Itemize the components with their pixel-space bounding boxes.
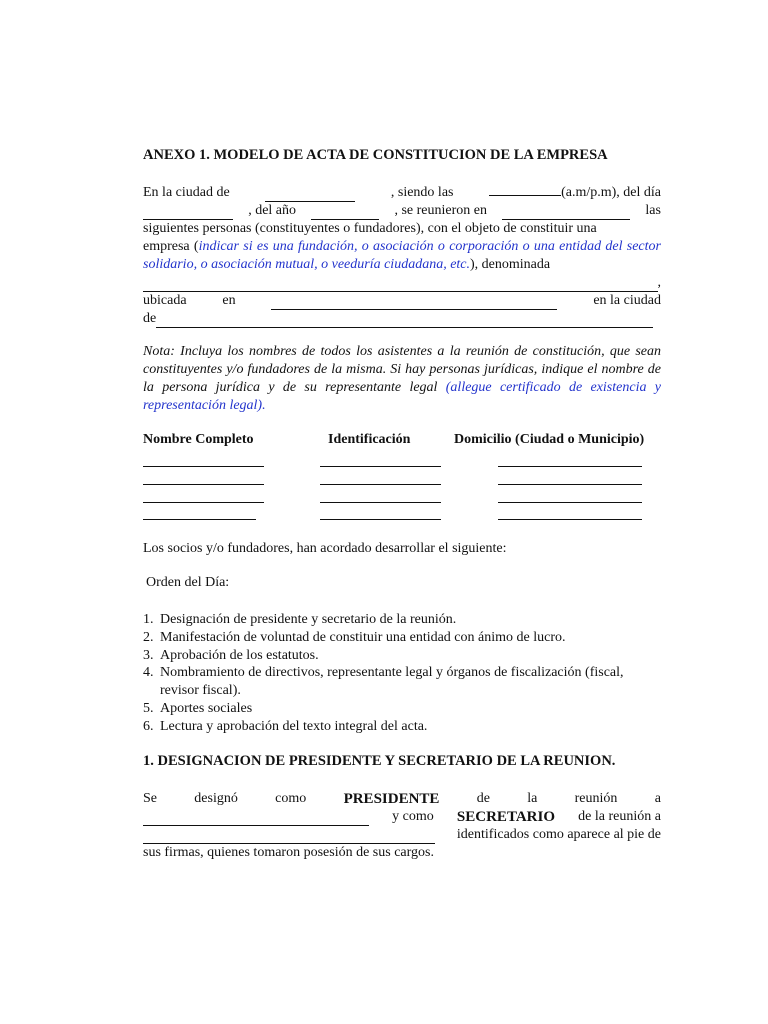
note-text: Nota: Incluya los nombres de todos los asistentes a la reunión de constitución, que sean constituyentes y/o fundadores de la misma. Si hay personas jurídicas, indique el nombre de la persona jurídica y de su representante legal (143, 344, 661, 395)
section-1-title: 1. DESIGNACION DE PRESIDENTE Y SECRETARIO DE LA REUNION. (143, 753, 616, 769)
note-paragraph (143, 343, 661, 415)
text-fragment: , del año (248, 203, 297, 218)
city2-blank[interactable] (156, 314, 653, 328)
paragraph-line (143, 310, 661, 328)
secretario-label: SECRETARIO (456, 809, 556, 825)
orden-item (143, 700, 661, 718)
text-fragment: , siendo las (390, 185, 454, 200)
text-fragment: en (222, 293, 236, 308)
orden-item-number: 6. (143, 718, 154, 734)
domicilio-blank[interactable] (498, 466, 642, 467)
presidente-label: PRESIDENTE (343, 791, 440, 807)
nombre-blank[interactable] (143, 484, 264, 485)
time-blank[interactable] (489, 182, 561, 196)
paragraph-line: empresa (indicar si es una fundación, o asociación o corporación o una entidad del sector solidario, o asociación mutual, o veeduría ciudadana, etc.), denominada (143, 239, 661, 272)
orden-list (143, 611, 661, 736)
city-blank[interactable] (265, 188, 355, 202)
paragraph-line (143, 202, 661, 220)
orden-item (143, 629, 661, 647)
text-fragment: , se reunieron en (394, 203, 487, 218)
nombre-blank[interactable] (143, 502, 264, 503)
col-nombre-header: Nombre Completo (143, 432, 254, 447)
paragraph-line: Se designó como PRESIDENTE de la reunión a (143, 791, 661, 807)
orden-item-text: Nombramiento de directivos, representante legal y órganos de fiscalización (fiscal, revisor fiscal). (160, 665, 624, 699)
note-instruction: (allegue certificado de existencia y representación legal). (143, 380, 661, 413)
orden-item (143, 647, 661, 665)
col-identificacion-header: Identificación (328, 432, 411, 447)
identificacion-blank[interactable] (320, 519, 441, 520)
paragraph-line (143, 292, 661, 310)
text-fragment: ubicada (143, 293, 187, 308)
identificacion-blank[interactable] (320, 484, 441, 485)
orden-item-number: 1. (143, 612, 154, 627)
orden-item (143, 611, 661, 629)
orden-item-text: Lectura y aprobación del texto integral del acta. (160, 718, 428, 734)
orden-item (143, 664, 661, 700)
domicilio-blank[interactable] (498, 519, 642, 520)
address-blank[interactable] (271, 296, 557, 310)
socios-text: Los socios y/o fundadores, han acordado desarrollar el siguiente: (143, 541, 507, 556)
text-fragment: las (645, 203, 661, 218)
col-domicilio-header: Domicilio (Ciudad o Municipio) (454, 432, 645, 447)
paragraph-line: y como SECRETARIO de la reunión a (143, 808, 661, 826)
nombre-blank[interactable] (143, 466, 264, 467)
orden-item-text: Manifestación de voluntad de constituir una entidad con ánimo de lucro. (160, 629, 566, 645)
identificacion-blank[interactable] (320, 502, 441, 503)
document-title: ANEXO 1. MODELO DE ACTA DE CONSTITUCION DE LA EMPRESA (143, 147, 608, 163)
orden-item-text: Aportes sociales (160, 700, 253, 716)
text-fragment: (a.m/p.m), del día (561, 185, 661, 200)
text-fragment: de (143, 311, 157, 326)
orden-item-number: 3. (143, 647, 154, 663)
orden-item (143, 718, 661, 736)
text-fragment: En la ciudad de (143, 185, 230, 200)
secretario-blank[interactable] (143, 830, 435, 844)
orden-item-text: Designación de presidente y secretario de la reunión. (160, 612, 457, 627)
presidente-blank[interactable] (143, 812, 369, 826)
orden-item-number: 5. (143, 700, 154, 716)
paragraph-line: identificados como aparece al pie de (143, 826, 661, 844)
text-fragment: en la ciudad (593, 293, 661, 308)
orden-item-text: Aprobación de los estatutos. (160, 647, 319, 663)
orden-item-number: 2. (143, 629, 154, 645)
orden-item-number: 4. (143, 665, 154, 681)
constitution-paragraph (143, 182, 661, 328)
year-blank[interactable] (311, 206, 379, 220)
paragraph-line (143, 182, 661, 202)
domicilio-blank[interactable] (498, 484, 642, 485)
nombre-blank[interactable] (143, 519, 256, 520)
day-blank[interactable] (143, 206, 233, 220)
place-blank[interactable] (502, 206, 630, 220)
identificacion-blank[interactable] (320, 466, 441, 467)
domicilio-blank[interactable] (498, 502, 642, 503)
section-1-paragraph (143, 790, 661, 862)
company-name-blank[interactable] (143, 278, 658, 292)
paragraph-line: sus firmas, quienes tomaron posesión de sus cargos. (143, 845, 434, 860)
instruction-text: indicar si es una fundación, o asociación o corporación o una entidad del sector solidario, o asociación mutual, o veeduría ciudadana, etc. (143, 239, 661, 272)
paragraph-line: , (143, 274, 661, 292)
orden-title: Orden del Día: (146, 575, 230, 590)
paragraph-line: siguientes personas (constituyentes o fundadores), con el objeto de constituir una (143, 221, 597, 236)
